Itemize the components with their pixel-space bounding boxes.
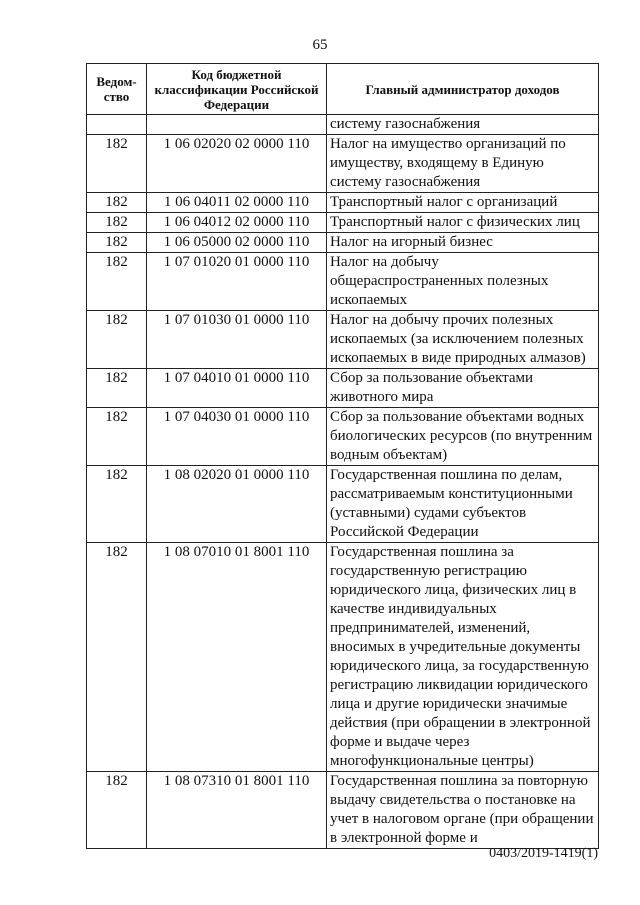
table-row xyxy=(87,135,599,193)
code-cell: 1 07 04030 01 0000 110 xyxy=(147,408,327,466)
admin-name-cell: Государственная пошлина по делам, рассматриваемым конституционными (уставными) судами субъектов Российской Федерации xyxy=(327,466,599,543)
admin-name-cell: Транспортный налог с организаций xyxy=(327,193,599,213)
admin-name-cell: Государственная пошлина за повторную выдачу свидетельства о постановке на учет в налоговом органе (при обращении в электронной форме и xyxy=(327,772,599,849)
dept-cell: 182 xyxy=(87,543,147,772)
document-footer-code: 0403/2019-1419(1) xyxy=(489,846,598,861)
code-cell: 1 08 07010 01 8001 110 xyxy=(147,543,327,772)
code-cell: 1 08 02020 01 0000 110 xyxy=(147,466,327,543)
dept-cell: 182 xyxy=(87,311,147,369)
code-cell: 1 08 07310 01 8001 110 xyxy=(147,772,327,849)
page-number: 65 xyxy=(312,37,328,53)
table-row xyxy=(87,772,599,849)
header-admin: Главный администратор доходов xyxy=(327,64,599,115)
admin-name-cell: Налог на добычу прочих полезных ископаемых (за исключением полезных ископаемых в виде природных алмазов) xyxy=(327,311,599,369)
header-dept: Ведом-ство xyxy=(87,64,147,115)
table-row xyxy=(87,233,599,253)
table-row xyxy=(87,253,599,311)
dept-cell: 182 xyxy=(87,253,147,311)
dept-cell: 182 xyxy=(87,408,147,466)
dept-cell: 182 xyxy=(87,466,147,543)
dept-cell: 182 xyxy=(87,233,147,253)
table-row xyxy=(87,408,599,466)
code-cell xyxy=(147,115,327,135)
table-row xyxy=(87,369,599,408)
dept-cell: 182 xyxy=(87,369,147,408)
dept-cell: 182 xyxy=(87,193,147,213)
header-code: Код бюджетной классификации Российской Федерации xyxy=(147,64,327,115)
table-row xyxy=(87,311,599,369)
admin-name-cell: Государственная пошлина за государственную регистрацию юридического лица, физических лиц в качестве индивидуальных предпринимателей, изменений, вносимых в учредительные документы юридического лица, за государственную регистрацию ликвидации юридического лица и другие юридически значимые действия (при обращении в электронной форме и выдаче через многофункциональные центры) xyxy=(327,543,599,772)
code-cell: 1 06 05000 02 0000 110 xyxy=(147,233,327,253)
code-cell: 1 06 04012 02 0000 110 xyxy=(147,213,327,233)
table-header-row xyxy=(87,64,599,115)
table-row xyxy=(87,115,599,135)
code-cell: 1 06 04011 02 0000 110 xyxy=(147,193,327,213)
dept-cell xyxy=(87,115,147,135)
code-cell: 1 07 01030 01 0000 110 xyxy=(147,311,327,369)
admin-name-cell: систему газоснабжения xyxy=(327,115,599,135)
dept-cell: 182 xyxy=(87,135,147,193)
admin-name-cell: Налог на игорный бизнес xyxy=(327,233,599,253)
admin-name-cell: Сбор за пользование объектами водных биологических ресурсов (по внутренним водным объектам) xyxy=(327,408,599,466)
admin-name-cell: Налог на добычу общераспространенных полезных ископаемых xyxy=(327,253,599,311)
code-cell: 1 06 02020 02 0000 110 xyxy=(147,135,327,193)
admin-name-cell: Транспортный налог с физических лиц xyxy=(327,213,599,233)
dept-cell: 182 xyxy=(87,213,147,233)
table-row xyxy=(87,213,599,233)
budget-classification-table xyxy=(86,63,599,849)
table-row xyxy=(87,466,599,543)
code-cell: 1 07 01020 01 0000 110 xyxy=(147,253,327,311)
admin-name-cell: Сбор за пользование объектами животного мира xyxy=(327,369,599,408)
table-row xyxy=(87,193,599,213)
table-row xyxy=(87,543,599,772)
admin-name-cell: Налог на имущество организаций по имуществу, входящему в Единую систему газоснабжения xyxy=(327,135,599,193)
code-cell: 1 07 04010 01 0000 110 xyxy=(147,369,327,408)
dept-cell: 182 xyxy=(87,772,147,849)
